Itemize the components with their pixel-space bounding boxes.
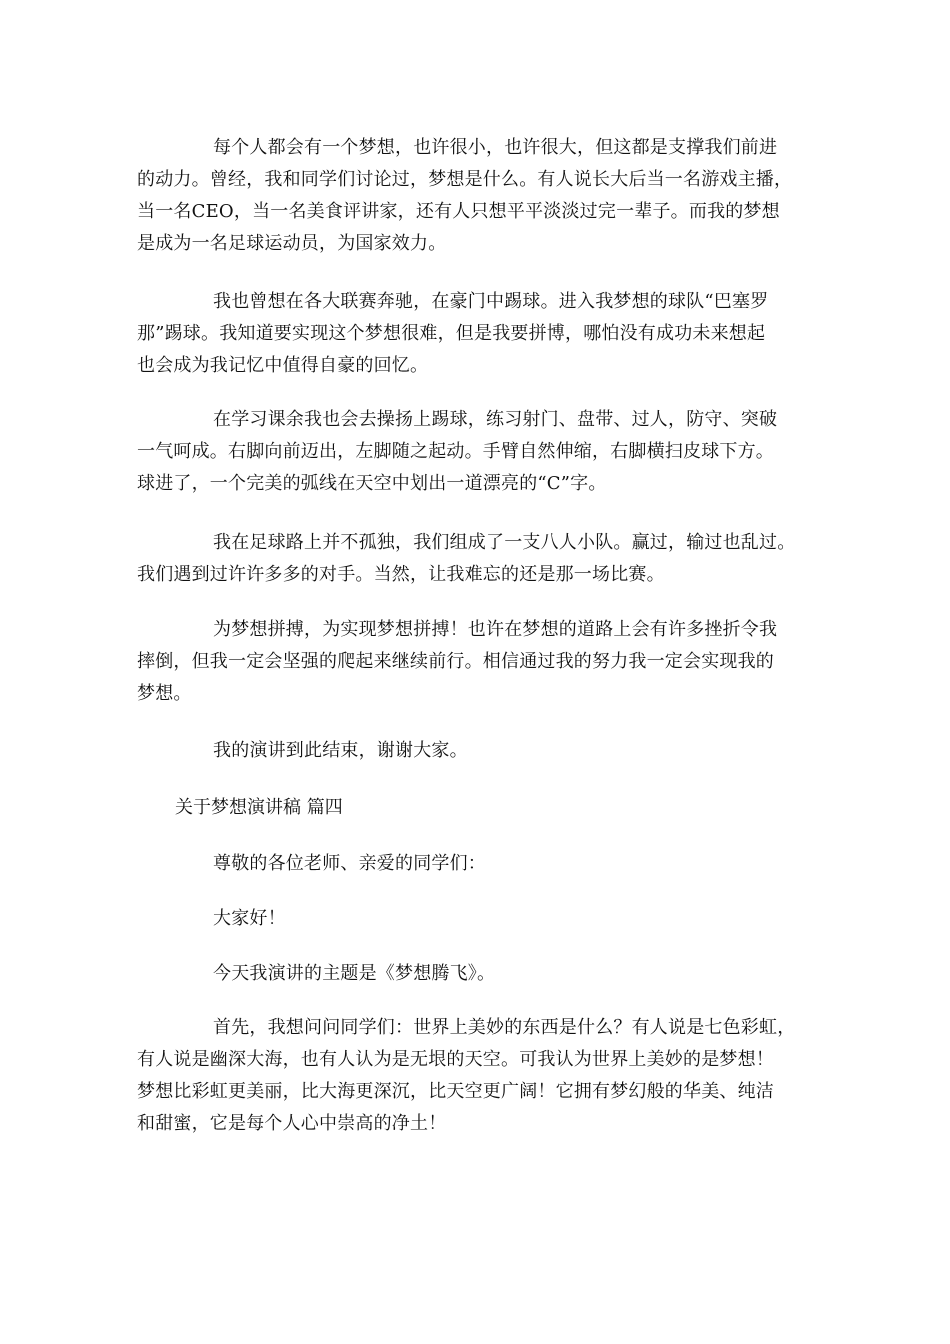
paragraph-line: 在学习课余我也会去操扬上踢球，练习射门、盘带、过人，防守、突破 — [213, 409, 778, 430]
paragraph-line: 当一名CEO，当一名美食评讲家，还有人只想平平淡淡过完一辈子。而我的梦想 — [137, 201, 780, 222]
paragraph-line: 为梦想拼搏，为实现梦想拼搏！也许在梦想的道路上会有许多挫折令我 — [213, 619, 778, 640]
paragraph-line: 我的演讲到此结束，谢谢大家。 — [213, 740, 468, 761]
paragraph-hello — [137, 903, 817, 935]
paragraph-barcelona — [137, 286, 817, 382]
paragraph-line: 梦想。 — [137, 683, 192, 704]
paragraph-line: 今天我演讲的主题是《梦想腾飞》。 — [213, 963, 496, 984]
paragraph-line: 我们遇到过许许多多的对手。当然，让我难忘的还是那一场比赛。 — [137, 564, 665, 585]
paragraph-line: 每个人都会有一个梦想，也许很小，也许很大，但这都是支撑我们前进 — [213, 137, 778, 158]
paragraph-line: 球进了，一个完美的弧线在天空中划出一道漂亮的“C”字。 — [137, 473, 607, 494]
paragraph-line: 那”踢球。我知道要实现这个梦想很难，但是我要拼博，哪怕没有成功未来想起 — [137, 323, 766, 344]
paragraph-line: 和甜蜜，它是每个人心中崇高的净土！ — [137, 1113, 447, 1134]
paragraph-line: 梦想比彩虹更美丽，比大海更深沉，比天空更广阔！它拥有梦幻般的华美、纯洁 — [137, 1081, 774, 1102]
paragraph-line: 大家好！ — [213, 908, 286, 929]
paragraph-team — [137, 527, 817, 591]
paragraph-strive — [137, 614, 817, 710]
paragraph-closing — [137, 735, 817, 767]
paragraph-line: 我在足球路上并不孤独，我们组成了一支八人小队。赢过，输过也乱过。 — [213, 532, 796, 553]
paragraph-line: 也会成为我记忆中值得自豪的回忆。 — [137, 355, 429, 376]
paragraph-line: 有人说是幽深大海，也有人认为是无垠的天空。可我认为世界上美妙的是梦想！ — [137, 1049, 774, 1070]
paragraph-line: 首先，我想问问同学们：世界上美妙的东西是什么？有人说是七色彩虹， — [213, 1017, 796, 1038]
paragraph-greeting-teachers — [137, 848, 817, 880]
paragraph-topic — [137, 958, 817, 990]
paragraph-line: 一气呵成。右脚向前迈出，左脚随之起动。手臂自然伸缩，右脚横扫皮球下方。 — [137, 441, 774, 462]
paragraph-line: 尊敬的各位老师、亲爱的同学们： — [213, 853, 486, 874]
paragraph-question — [137, 1012, 817, 1140]
paragraph-line: 是成为一名足球运动员，为国家效力。 — [137, 233, 447, 254]
paragraph-line: 摔倒，但我一定会坚强的爬起来继续前行。相信通过我的努力我一定会实现我的 — [137, 651, 774, 672]
paragraph-dream-intro — [137, 132, 817, 260]
section-heading: 关于梦想演讲稿 篇四 — [175, 797, 343, 818]
paragraph-practice — [137, 404, 817, 500]
paragraph-line: 的动力。曾经，我和同学们讨论过，梦想是什么。有人说长大后当一名游戏主播， — [137, 169, 793, 190]
paragraph-line: 我也曾想在各大联赛奔驰，在豪门中踢球。进入我梦想的球队“巴塞罗 — [213, 291, 769, 312]
